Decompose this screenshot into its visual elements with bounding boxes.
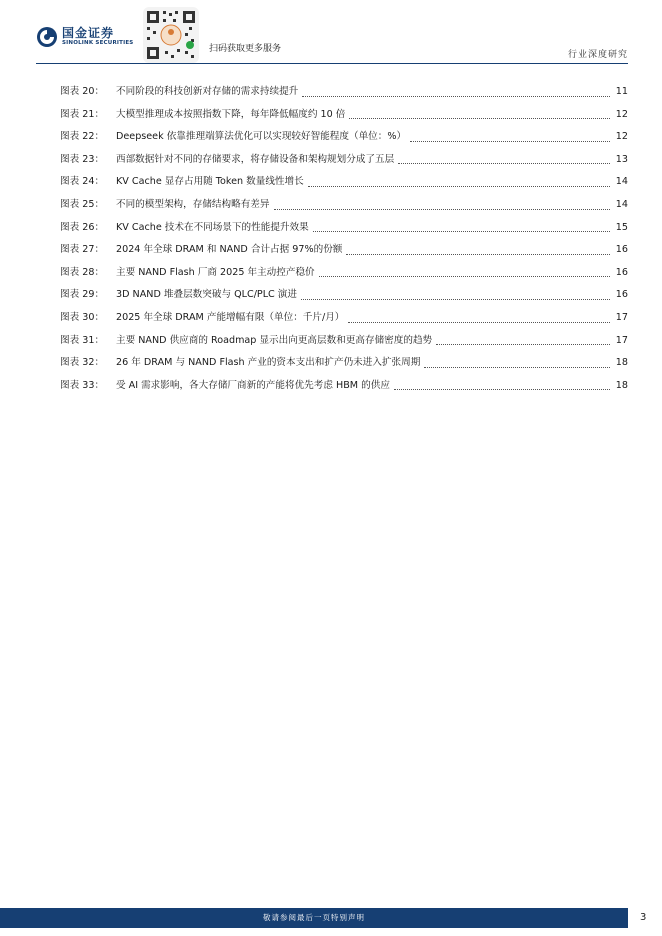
figure-label: 图表 26：: [60, 221, 105, 233]
figure-title: KV Cache 显存占用随 Token 数量线性增长: [116, 176, 304, 188]
figure-title: 3D NAND 堆叠层数突破与 QLC/PLC 演进: [116, 289, 297, 301]
toc-entry[interactable]: [60, 377, 628, 400]
toc-entry[interactable]: [60, 151, 628, 174]
page-ref: 18: [615, 379, 628, 391]
figure-label: 图表 24：: [60, 176, 105, 188]
page-ref: 18: [615, 357, 628, 369]
dot-leader: [436, 343, 610, 345]
figure-title: 2025 年全球 DRAM 产能增幅有限（单位：千片/月）: [116, 311, 345, 323]
toc-entry[interactable]: [60, 264, 628, 287]
figure-title: 不同的模型架构，存储结构略有差异: [116, 198, 270, 210]
page-header: [0, 0, 662, 66]
figure-label: 图表 31：: [60, 334, 105, 346]
toc-entry[interactable]: [60, 354, 628, 377]
page-ref: 16: [615, 289, 628, 301]
page-number: 3: [640, 912, 647, 923]
figure-title: 主要 NAND Flash 厂商 2025 年主动控产稳价: [116, 266, 315, 278]
page-ref: 13: [615, 153, 628, 165]
figure-title: 西部数据针对不同的存储要求，将存储设备和架构规划分成了五层: [116, 153, 395, 165]
page-ref: 11: [615, 86, 628, 97]
qr-label: 扫码获取更多服务: [209, 44, 282, 54]
page-ref: 14: [615, 198, 628, 210]
toc-entry[interactable]: [60, 309, 628, 332]
report-type: 行业深度研究: [567, 50, 628, 60]
dot-leader: [348, 321, 609, 323]
figure-title: 大模型推理成本按照指数下降，每年降低幅度约 10 倍: [116, 108, 346, 120]
page-ref: 15: [615, 221, 628, 233]
dot-leader: [319, 275, 610, 277]
figure-label: 图表 30：: [60, 311, 105, 323]
figure-label: 图表 25：: [60, 198, 105, 210]
page-ref: 17: [615, 334, 628, 346]
figure-label: 图表 20：: [60, 86, 105, 97]
dot-leader: [274, 208, 610, 210]
figure-label: 图表 32：: [60, 357, 105, 369]
page-ref: 16: [615, 266, 628, 278]
dot-leader: [313, 230, 610, 232]
figure-title: 2024 年全球 DRAM 和 NAND 合计占据 97%的份额: [116, 244, 343, 256]
qr-code-icon: [143, 7, 199, 63]
page-ref: 12: [615, 108, 628, 120]
toc-entry[interactable]: [60, 128, 628, 151]
toc-entry[interactable]: [60, 106, 628, 129]
dot-leader: [349, 117, 609, 119]
page-ref: 12: [615, 131, 628, 143]
figure-list: [60, 83, 628, 399]
toc-entry[interactable]: [60, 83, 628, 106]
toc-entry[interactable]: [60, 332, 628, 355]
dot-leader: [302, 95, 610, 97]
figure-label: 图表 27：: [60, 244, 105, 256]
page-ref: 16: [615, 244, 628, 256]
figure-label: 图表 33：: [60, 379, 105, 391]
footer-disclaimer: 敬请参阅最后一页特别声明: [263, 913, 365, 922]
page-ref: 17: [615, 311, 628, 323]
figure-label: 图表 28：: [60, 266, 105, 278]
toc-entry[interactable]: [60, 286, 628, 309]
figure-title: Deepseek 依靠推理端算法优化可以实现较好智能程度（单位：%）: [116, 131, 407, 143]
toc-entry[interactable]: [60, 173, 628, 196]
toc-entry[interactable]: [60, 241, 628, 264]
logo-name-cn: 国金证券: [62, 26, 115, 41]
toc-entry[interactable]: [60, 219, 628, 242]
toc-entry[interactable]: [60, 196, 628, 219]
dot-leader: [394, 388, 610, 390]
logo-emblem-icon: [36, 26, 58, 48]
dot-leader: [410, 140, 610, 142]
header-divider: [36, 63, 628, 64]
figure-title: 受 AI 需求影响，各大存储厂商新的产能将优先考虑 HBM 的供应: [116, 379, 390, 391]
figure-label: 图表 29：: [60, 289, 105, 301]
figure-label: 图表 22：: [60, 131, 105, 143]
dot-leader: [301, 298, 610, 300]
dot-leader: [346, 253, 609, 255]
company-logo: [36, 26, 133, 48]
figure-title: KV Cache 技术在不同场景下的性能提升效果: [116, 221, 309, 233]
figure-title: 26 年 DRAM 与 NAND Flash 产业的资本支出和扩产仍未进入扩张周期: [116, 357, 421, 369]
figure-label: 图表 23：: [60, 153, 105, 165]
dot-leader: [398, 162, 610, 164]
logo-name-en: SINOLINK SECURITIES: [62, 40, 134, 47]
dot-leader: [424, 366, 609, 368]
figure-title: 主要 NAND 供应商的 Roadmap 显示出向更高层数和更高存储密度的趋势: [116, 334, 433, 346]
dot-leader: [308, 185, 610, 187]
page-ref: 14: [615, 176, 628, 188]
figure-label: 图表 21：: [60, 108, 105, 120]
figure-title: 不同阶段的科技创新对存储的需求持续提升: [116, 86, 299, 97]
